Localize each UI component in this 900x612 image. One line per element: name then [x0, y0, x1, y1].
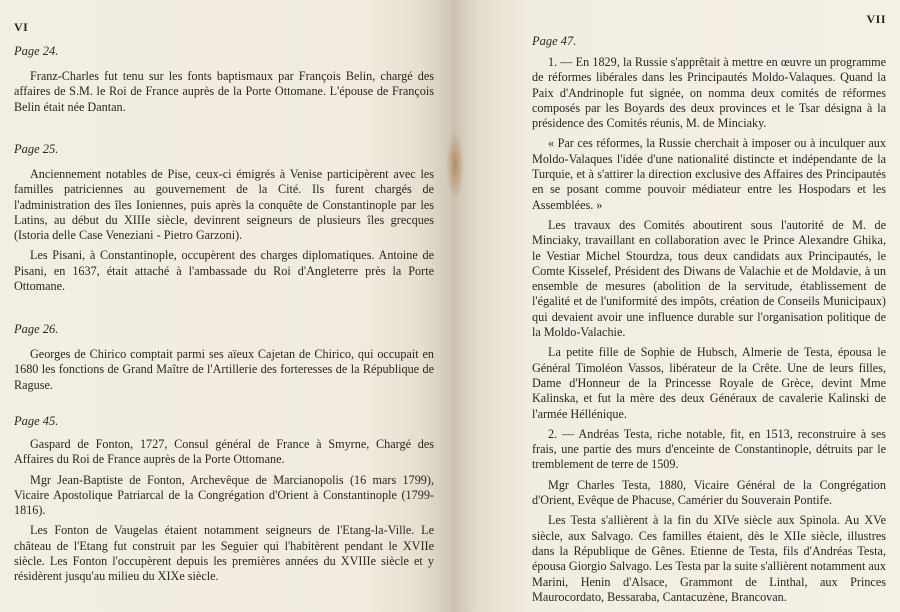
- folio-right: VII: [866, 12, 886, 26]
- paragraph: Les Testa s'allièrent à la fin du XIVe siècle aux Spinola. Au XVe siècle, aux Salvago. Ces familles étaient, dès le XIIe siècle, illustres dans la République de Gênes. Etienne de Testa, fils d'Andréas Testa, épousa Giorgio Salvago. Les Testa par la suite s'allièrent notamment aux Marini, Henin d'Alsace, Grammont de Linthal, aux Princes Maurocordato, Bessaraba, Cantacuzène, Brancovan.: [532, 513, 886, 604]
- section-page-45: [14, 414, 434, 590]
- paragraph: « Par ces réformes, la Russie cherchait à imposer ou à inculquer aux Moldo-Valaques l'idée d'une nationalité distincte et indépendante de la Turquie, et à s'attirer la direction exclusive des Affaires des Principautés en se posant comme pouvoir médiateur entre les Hospodars et les Assemblées. »: [532, 136, 886, 212]
- page-reference: Page 25.: [14, 142, 59, 156]
- page-reference: Page 24.: [14, 44, 59, 58]
- paragraph: Mgr Jean-Baptiste de Fonton, Archevêque de Marcianopolis (16 mars 1799), Vicaire Apostolique Patriarcal de la Congrégation d'Orient à Constantinople (1799-1816).: [14, 472, 434, 518]
- paragraph: 1. — En 1829, la Russie s'apprêtait à mettre en œuvre un programme de réformes libérales dans les Principautés Moldo-Valaques. Quand la Paix d'Andrinople fut signée, on nomma deux comités de réformes composés par les Boyards des deux provinces et le Tsar désigna à la présidence des Comités réunis, M. de Minciaky.: [532, 55, 886, 131]
- right-page: [452, 0, 900, 612]
- page-reference: Page 47.: [532, 34, 577, 48]
- paragraph: Georges de Chirico comptait parmi ses aïeux Cajetan de Chirico, qui occupait en 1680 les fonctions de Grand Maître de l'Artillerie des forteresses de la République de Raguse.: [14, 347, 434, 392]
- section-page-25: [14, 142, 434, 299]
- paragraph: Anciennement notables de Pise, ceux-ci émigrés à Venise participèrent avec les familles patriciennes au gouvernement de la Cité. Ils furent chargés de l'administration des îles Ioniennes, puis après la conquête de Constantinople par les Latins, au début du XIIIe siècle, devinrent seigneurs de plusieurs îles grecques (Istoria delle Case Veneziani - Pietro Garzoni).: [14, 167, 434, 243]
- paragraph: Les Pisani, à Constantinople, occupèrent des charges diplomatiques. Antoine de Pisani, en 1637, était attaché à l'ambassade du Roi d'Angleterre près la Porte Ottomane.: [14, 248, 434, 294]
- paragraph: Gaspard de Fonton, 1727, Consul général de France à Smyrne, Chargé des Affaires du Roi de France auprès de la Porte Ottomane.: [14, 437, 434, 467]
- page-reference: Page 45.: [14, 414, 59, 428]
- paragraph: Les travaux des Comités aboutirent sous l'autorité de M. de Minciaky, travaillant en collaboration avec le Prince Alexandre Ghika, le Vestiar Michel Stourdza, tous deux candidats aux Principautés, le Comte Kisselef, Président des Diwans de Valachie et de Moldavie, à un ensemble de mesures (abolition de la servitude, établissement de l'égalité et de l'uniformité des impôts, création de Conseils Municipaux) qui devaient avoir une influence durable sur l'organisation politique de la Moldo-Valachie.: [532, 217, 886, 340]
- paragraph: Franz-Charles fut tenu sur les fonts baptismaux par François Belin, chargé des affaires de S.M. le Roi de France auprès de la Porte Ottomane. L'épouse de François Belin était née Dantan.: [14, 69, 434, 114]
- paragraph: Mgr Charles Testa, 1880, Vicaire Général de la Congrégation d'Orient, Evêque de Phacuse, Camérier du Souverain Pontife.: [532, 477, 886, 508]
- paragraph: Les Fonton de Vaugelas étaient notamment seigneurs de l'Etang-la-Ville. Le château de l'Etang fut construit par les Seguier qui l'habitèrent pendant le XVIIe siècle. Les Fonton l'occupèrent depuis les premières années du XVIIIe siècle et y résidèrent jusqu'au milieu du XIXe siècle.: [14, 523, 434, 584]
- folio-left: VI: [14, 20, 29, 34]
- paragraph: 2. — Andréas Testa, riche notable, fit, en 1513, reconstruire à ses frais, une partie des murs d'enceinte de Constantinople, détruits par le tremblement de terre de 1509.: [532, 426, 886, 472]
- section-page-26: [14, 322, 434, 398]
- paper-stain: [446, 130, 464, 200]
- page-reference: Page 26.: [14, 322, 59, 336]
- section-page-24: [14, 44, 434, 120]
- paragraph: La petite fille de Sophie de Hubsch, Almerie de Testa, épousa le Général Timoléon Vassos, libérateur de la Crête. Une de leurs filles, Dame d'Honneur de la Princesse Royale de Grèce, devint Mme Kalinska, et fut la mère des deux Généraux de cavalerie Kalinski de l'armée Héllénique.: [532, 345, 886, 421]
- section-page-47: [532, 34, 886, 610]
